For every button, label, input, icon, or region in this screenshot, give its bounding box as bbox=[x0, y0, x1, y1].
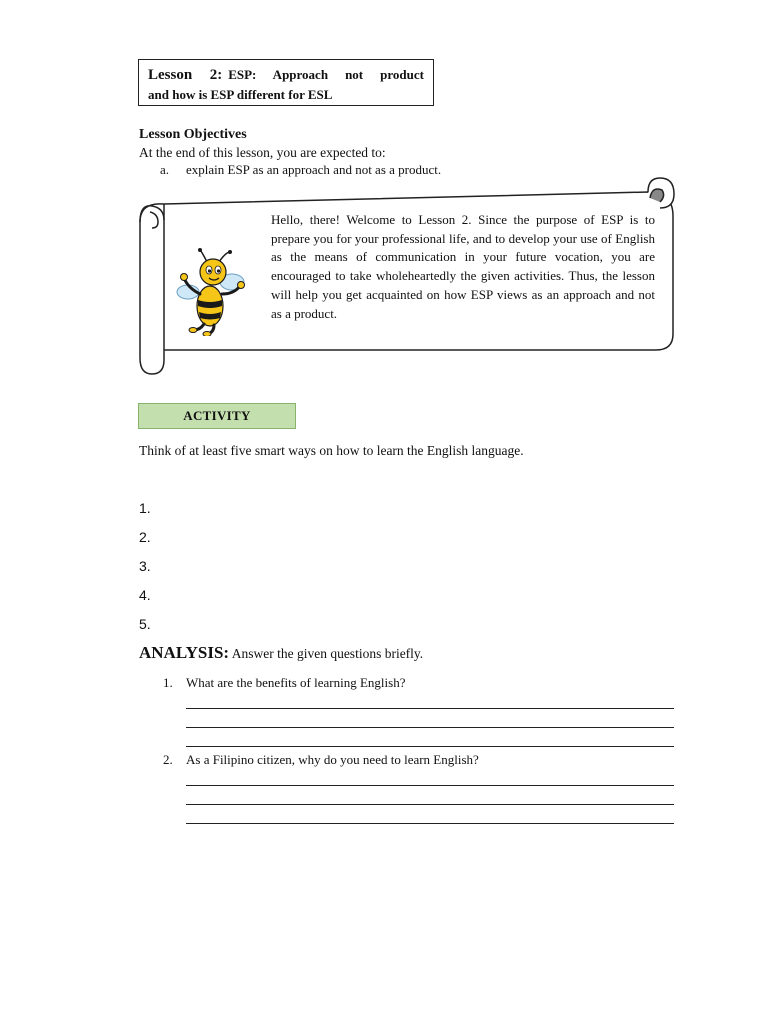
activity-label: ACTIVITY bbox=[138, 403, 296, 429]
question-number: 2. bbox=[163, 752, 173, 767]
welcome-message: Hello, there! Welcome to Lesson 2. Since the purpose of ESP is to prepare you for your professional life, and to develop your use of English as the means of communication in your future vocation, you are encouraged to take wholeheartedly the given activities. Thus, the lesson will help you get acquainted on how ESP views as an approach and not as a product. bbox=[271, 212, 655, 321]
answer-line[interactable] bbox=[186, 804, 674, 805]
list-item: 1. bbox=[139, 500, 151, 516]
lesson-title-box bbox=[138, 59, 434, 106]
answer-line[interactable] bbox=[186, 746, 674, 747]
activity-number-list bbox=[139, 498, 151, 643]
question-item bbox=[163, 675, 405, 691]
analysis-label: ANALYSIS: bbox=[139, 643, 230, 662]
list-item: 2. bbox=[139, 529, 151, 545]
question-text: What are the benefits of learning English? bbox=[186, 675, 406, 690]
objectives-intro: At the end of this lesson, you are expected to: bbox=[139, 145, 386, 160]
answer-line[interactable] bbox=[186, 823, 674, 824]
list-item: 4. bbox=[139, 587, 151, 603]
lesson-number: Lesson 2: bbox=[148, 67, 223, 83]
question-item bbox=[163, 752, 479, 768]
analysis-instruction: Answer the given questions briefly. bbox=[231, 646, 424, 661]
list-item: 3. bbox=[139, 558, 151, 574]
answer-line[interactable] bbox=[186, 727, 674, 728]
bee-mascot-icon bbox=[174, 248, 250, 336]
activity-prompt: Think of at least five smart ways on how to learn the English language. bbox=[139, 443, 524, 458]
answer-line[interactable] bbox=[186, 785, 674, 786]
objective-letter: a. bbox=[160, 162, 170, 177]
analysis-heading bbox=[139, 643, 423, 663]
question-text: As a Filipino citizen, why do you need to learn English? bbox=[186, 752, 479, 767]
answer-line[interactable] bbox=[186, 708, 674, 709]
list-item: 5. bbox=[139, 616, 151, 632]
objectives-heading: Lesson Objectives bbox=[139, 127, 247, 142]
lesson-title-line1: ESP: Approach not product bbox=[228, 67, 424, 82]
objective-text: explain ESP as an approach and not as a product. bbox=[186, 162, 442, 177]
question-number: 1. bbox=[163, 675, 173, 690]
lesson-title-line2: and how is ESP different for ESL bbox=[148, 87, 333, 102]
